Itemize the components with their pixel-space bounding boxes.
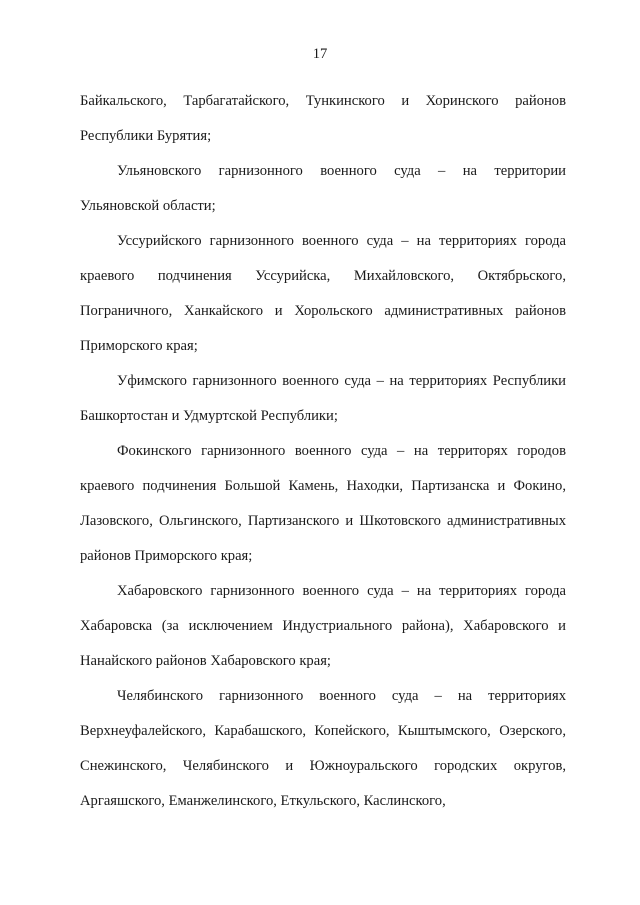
paragraph-ussuriysk: Уссурийского гарнизонного военного суда – на территориях города краевого подчинения Уссурийска, Михайловского, Октябрьского, Пограничного, Ханкайского и Хорольского административных районов Приморского края; [80,233,566,354]
page-number: 17 [312,46,328,62]
document-body [80,84,566,819]
paragraph-chelyabinsk: Челябинского гарнизонного военного суда – на территориях Верхнеуфалейского, Карабашского, Копейского, Кыштымского, Озерского, Снежинского, Челябинского и Южноуральского городских округов, Аргаяшского, Еманжелинского, Еткульского, Каслинского, [80,688,566,809]
paragraph-ufa: Уфимского гарнизонного военного суда – на территориях Республики Башкортостан и Удмуртской Республики; [80,373,566,424]
paragraph-fokino: Фокинского гарнизонного военного суда – на территорях городов краевого подчинения Большой Камень, Находки, Партизанска и Фокино, Лазовского, Ольгинского, Партизанского и Шкотовского административных районов Приморского края; [80,443,566,564]
paragraph-khabarovsk: Хабаровского гарнизонного военного суда – на территориях города Хабаровска (за исключением Индустриального района), Хабаровского и Нанайского районов Хабаровского края; [80,583,566,669]
paragraph-continuation: Байкальского, Тарбагатайского, Тункинского и Хоринского районов Республики Бурятия; [80,93,566,144]
paragraph-ulyanovsk: Ульяновского гарнизонного военного суда – на территории Ульяновской области; [80,163,566,214]
